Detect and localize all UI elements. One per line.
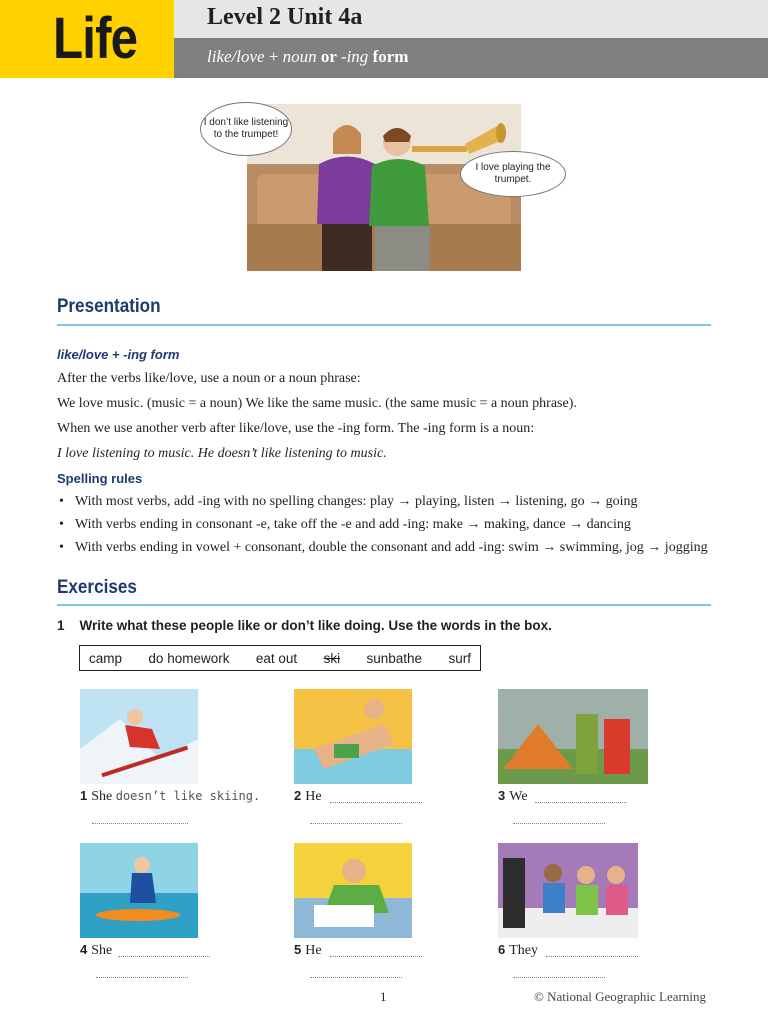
answer-line[interactable] [92, 822, 188, 824]
exercise-item-1: 1 She doesn’t like skiing. [80, 788, 261, 804]
header-title-bar [174, 0, 768, 38]
exercise-item-2: 2 He [294, 788, 322, 804]
page-number: 1 [380, 989, 387, 1004]
exercise-item-6: 6 They [498, 942, 538, 958]
presentation-heading: Presentation [57, 296, 161, 317]
answer-line[interactable] [513, 822, 605, 824]
word-box [79, 645, 481, 671]
word-item: camp [89, 650, 123, 666]
presentation-line-3: When we use another verb after like/love, use the -ing form. The -ing form is a noun: [57, 421, 535, 436]
skiing-picture [80, 689, 198, 784]
answer-line[interactable] [535, 801, 627, 803]
life-logo: Life [0, 0, 174, 78]
homework-picture [294, 843, 412, 938]
grammar-heading: like/love + -ing form [57, 347, 180, 362]
page-title: Level 2 Unit 4a [207, 4, 363, 30]
answer-text: doesn’t like skiing. [115, 789, 261, 803]
word-item: eat out [255, 650, 298, 666]
exercises-heading: Exercises [57, 577, 137, 598]
answer-line[interactable] [330, 955, 422, 957]
surfing-picture [80, 843, 198, 938]
divider [57, 324, 711, 326]
spelling-rules-list [57, 490, 757, 559]
sunbathing-picture [294, 689, 412, 784]
answer-line[interactable] [330, 801, 422, 803]
answer-line[interactable] [310, 822, 402, 824]
word-item: sunbathe [366, 650, 423, 666]
page-subtitle: like/love + noun or -ing form [207, 47, 409, 66]
copyright: © National Geographic Learning [534, 989, 706, 1004]
answer-line[interactable] [513, 976, 605, 978]
word-item: surf [448, 650, 471, 666]
word-item: ski [323, 650, 341, 666]
answer-line[interactable] [118, 955, 210, 957]
presentation-line-2: We love music. (music = a noun) We like the same music. (the same music = a noun phrase). [57, 396, 577, 411]
presentation-line-4: I love listening to music. He doesn’t like listening to music. [57, 446, 387, 461]
exercise-item-5: 5 He [294, 942, 322, 958]
answer-line[interactable] [310, 976, 402, 978]
presentation-line-1: After the verbs like/love, use a noun or a noun phrase: [57, 371, 361, 386]
answer-line[interactable] [546, 955, 638, 957]
speech-bubble-right: I love playing the trumpet. [460, 151, 566, 197]
header-subtitle-bar [174, 38, 768, 78]
word-item: do homework [148, 650, 230, 666]
list-item: • With most verbs, add -ing with no spelling changes: play → playing, listen → listening, go → going [57, 490, 757, 513]
camping-picture [498, 689, 648, 784]
exercise-item-4: 4 She [80, 942, 113, 958]
spelling-rules-heading: Spelling rules [57, 471, 143, 486]
speech-bubble-left: I don’t like listening to the trumpet! [200, 102, 292, 156]
divider [57, 604, 711, 606]
list-item: • With verbs ending in consonant -e, take off the -e and add -ing: make → making, dance → dancing [57, 513, 757, 536]
answer-line[interactable] [96, 976, 188, 978]
exercise-instruction: 1 Write what these people like or don’t like doing. Use the words in the box. [57, 618, 552, 633]
exercise-item-3: 3 We [498, 788, 528, 804]
eating-out-picture [498, 843, 638, 938]
list-item: • With verbs ending in vowel + consonant, double the consonant and add -ing: swim → swimming, jog → jogging [57, 536, 757, 559]
